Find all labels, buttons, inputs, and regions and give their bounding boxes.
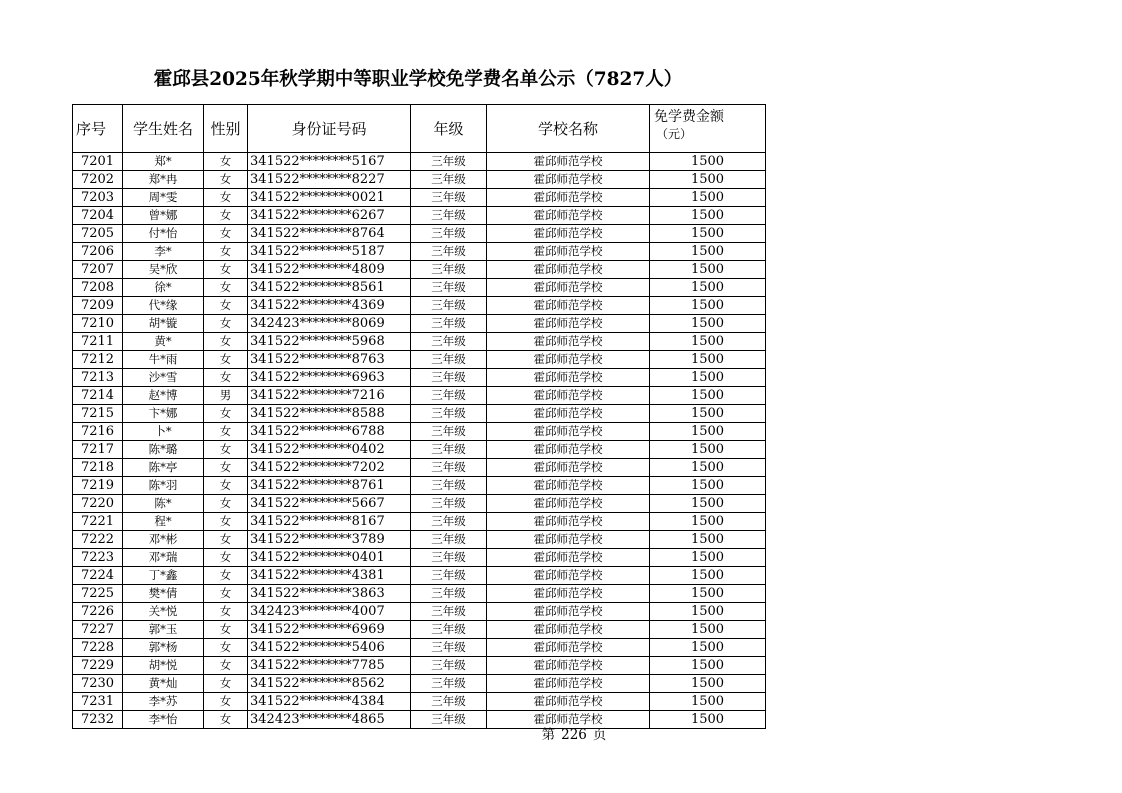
cell-id-number: 341522********0021 (248, 189, 411, 207)
cell-seq: 7207 (73, 261, 123, 279)
table-row (73, 603, 766, 621)
cell-id-number: 341522********8227 (248, 171, 411, 189)
table-row (73, 405, 766, 423)
cell-school: 霍邱师范学校 (487, 657, 650, 675)
cell-id-number: 341522********5406 (248, 639, 411, 657)
cell-amount: 1500 (650, 261, 766, 279)
cell-school: 霍邱师范学校 (487, 531, 650, 549)
table-row (73, 243, 766, 261)
cell-student-name: 李*怡 (123, 711, 204, 729)
cell-school: 霍邱师范学校 (487, 495, 650, 513)
cell-seq: 7206 (73, 243, 123, 261)
cell-school: 霍邱师范学校 (487, 189, 650, 207)
cell-gender: 女 (204, 675, 248, 693)
cell-id-number: 342423********8069 (248, 315, 411, 333)
cell-gender: 女 (204, 711, 248, 729)
cell-amount: 1500 (650, 351, 766, 369)
table-row (73, 675, 766, 693)
cell-student-name: 丁*鑫 (123, 567, 204, 585)
cell-student-name: 牛*雨 (123, 351, 204, 369)
cell-gender: 女 (204, 441, 248, 459)
cell-grade: 三年级 (411, 621, 487, 639)
cell-grade: 三年级 (411, 297, 487, 315)
cell-grade: 三年级 (411, 657, 487, 675)
cell-gender: 女 (204, 297, 248, 315)
cell-student-name: 陈*亭 (123, 459, 204, 477)
table-row (73, 549, 766, 567)
table-row (73, 567, 766, 585)
cell-amount: 1500 (650, 531, 766, 549)
cell-gender: 女 (204, 459, 248, 477)
cell-amount: 1500 (650, 405, 766, 423)
cell-school: 霍邱师范学校 (487, 333, 650, 351)
cell-student-name: 卜* (123, 423, 204, 441)
cell-amount: 1500 (650, 297, 766, 315)
cell-grade: 三年级 (411, 549, 487, 567)
page-number: 226 (561, 727, 587, 743)
cell-school: 霍邱师范学校 (487, 423, 650, 441)
cell-school: 霍邱师范学校 (487, 261, 650, 279)
cell-grade: 三年级 (411, 459, 487, 477)
cell-seq: 7214 (73, 387, 123, 405)
cell-school: 霍邱师范学校 (487, 693, 650, 711)
cell-grade: 三年级 (411, 693, 487, 711)
header-amount-label: 免学费金额 (654, 109, 724, 125)
table-row (73, 225, 766, 243)
cell-seq: 7213 (73, 369, 123, 387)
cell-school: 霍邱师范学校 (487, 639, 650, 657)
cell-id-number: 341522********5167 (248, 153, 411, 171)
cell-amount: 1500 (650, 675, 766, 693)
cell-seq: 7228 (73, 639, 123, 657)
cell-id-number: 341522********6788 (248, 423, 411, 441)
cell-amount: 1500 (650, 387, 766, 405)
cell-gender: 女 (204, 693, 248, 711)
cell-grade: 三年级 (411, 171, 487, 189)
cell-id-number: 341522********7785 (248, 657, 411, 675)
cell-gender: 女 (204, 315, 248, 333)
cell-amount: 1500 (650, 513, 766, 531)
table-row (73, 639, 766, 657)
table-row (73, 459, 766, 477)
table-row (73, 621, 766, 639)
cell-amount: 1500 (650, 603, 766, 621)
cell-school: 霍邱师范学校 (487, 711, 650, 729)
cell-school: 霍邱师范学校 (487, 243, 650, 261)
cell-seq: 7219 (73, 477, 123, 495)
cell-id-number: 341522********4384 (248, 693, 411, 711)
cell-gender: 女 (204, 585, 248, 603)
table-row (73, 153, 766, 171)
cell-grade: 三年级 (411, 675, 487, 693)
cell-gender: 女 (204, 657, 248, 675)
cell-amount: 1500 (650, 243, 766, 261)
cell-seq: 7204 (73, 207, 123, 225)
cell-id-number: 341522********7202 (248, 459, 411, 477)
cell-amount: 1500 (650, 333, 766, 351)
table-row (73, 279, 766, 297)
cell-student-name: 胡*悦 (123, 657, 204, 675)
cell-student-name: 曾*娜 (123, 207, 204, 225)
cell-seq: 7227 (73, 621, 123, 639)
cell-grade: 三年级 (411, 513, 487, 531)
cell-amount: 1500 (650, 495, 766, 513)
cell-grade: 三年级 (411, 333, 487, 351)
cell-student-name: 沙*雪 (123, 369, 204, 387)
page-footer (72, 726, 1076, 744)
table-row (73, 585, 766, 603)
cell-seq: 7218 (73, 459, 123, 477)
cell-gender: 男 (204, 387, 248, 405)
cell-gender: 女 (204, 153, 248, 171)
cell-id-number: 341522********8167 (248, 513, 411, 531)
cell-amount: 1500 (650, 621, 766, 639)
cell-student-name: 樊*倩 (123, 585, 204, 603)
cell-gender: 女 (204, 279, 248, 297)
table-row (73, 261, 766, 279)
cell-gender: 女 (204, 549, 248, 567)
cell-school: 霍邱师范学校 (487, 279, 650, 297)
cell-school: 霍邱师范学校 (487, 315, 650, 333)
cell-student-name: 黄* (123, 333, 204, 351)
cell-grade: 三年级 (411, 477, 487, 495)
cell-school: 霍邱师范学校 (487, 549, 650, 567)
cell-student-name: 徐* (123, 279, 204, 297)
cell-grade: 三年级 (411, 495, 487, 513)
cell-amount: 1500 (650, 171, 766, 189)
cell-id-number: 342423********4007 (248, 603, 411, 621)
table-header-row (73, 105, 766, 153)
cell-student-name: 李* (123, 243, 204, 261)
table-row (73, 171, 766, 189)
cell-id-number: 341522********5968 (248, 333, 411, 351)
cell-amount: 1500 (650, 549, 766, 567)
cell-student-name: 邓*瑞 (123, 549, 204, 567)
cell-seq: 7203 (73, 189, 123, 207)
table-row (73, 189, 766, 207)
cell-grade: 三年级 (411, 315, 487, 333)
cell-seq: 7212 (73, 351, 123, 369)
cell-amount: 1500 (650, 585, 766, 603)
table-row (73, 207, 766, 225)
cell-seq: 7220 (73, 495, 123, 513)
cell-grade: 三年级 (411, 441, 487, 459)
cell-seq: 7211 (73, 333, 123, 351)
cell-seq: 7229 (73, 657, 123, 675)
cell-gender: 女 (204, 603, 248, 621)
cell-amount: 1500 (650, 207, 766, 225)
table-row (73, 513, 766, 531)
cell-student-name: 周*雯 (123, 189, 204, 207)
cell-student-name: 邓*彬 (123, 531, 204, 549)
cell-seq: 7216 (73, 423, 123, 441)
cell-student-name: 郭*玉 (123, 621, 204, 639)
footer-prefix: 第 (541, 727, 556, 743)
cell-school: 霍邱师范学校 (487, 171, 650, 189)
cell-gender: 女 (204, 261, 248, 279)
table-row (73, 369, 766, 387)
cell-id-number: 342423********4865 (248, 711, 411, 729)
cell-student-name: 黄*灿 (123, 675, 204, 693)
cell-seq: 7224 (73, 567, 123, 585)
cell-id-number: 341522********3863 (248, 585, 411, 603)
cell-school: 霍邱师范学校 (487, 297, 650, 315)
table-row (73, 657, 766, 675)
cell-id-number: 341522********6969 (248, 621, 411, 639)
cell-id-number: 341522********6267 (248, 207, 411, 225)
cell-gender: 女 (204, 369, 248, 387)
header-amount-unit: （元） (656, 127, 693, 141)
header-seq: 序号 (73, 105, 123, 153)
cell-school: 霍邱师范学校 (487, 477, 650, 495)
table-row (73, 495, 766, 513)
fee-waiver-table (72, 104, 766, 729)
cell-seq: 7223 (73, 549, 123, 567)
cell-gender: 女 (204, 477, 248, 495)
cell-grade: 三年级 (411, 261, 487, 279)
cell-id-number: 341522********8761 (248, 477, 411, 495)
cell-seq: 7230 (73, 675, 123, 693)
cell-id-number: 341522********7216 (248, 387, 411, 405)
cell-amount: 1500 (650, 711, 766, 729)
header-grade: 年级 (411, 105, 487, 153)
cell-seq: 7201 (73, 153, 123, 171)
cell-id-number: 341522********5667 (248, 495, 411, 513)
cell-gender: 女 (204, 351, 248, 369)
cell-gender: 女 (204, 567, 248, 585)
cell-grade: 三年级 (411, 153, 487, 171)
cell-seq: 7231 (73, 693, 123, 711)
cell-school: 霍邱师范学校 (487, 567, 650, 585)
cell-gender: 女 (204, 405, 248, 423)
cell-grade: 三年级 (411, 225, 487, 243)
cell-seq: 7226 (73, 603, 123, 621)
cell-school: 霍邱师范学校 (487, 387, 650, 405)
cell-school: 霍邱师范学校 (487, 405, 650, 423)
cell-student-name: 代*缘 (123, 297, 204, 315)
cell-grade: 三年级 (411, 189, 487, 207)
cell-student-name: 李*苏 (123, 693, 204, 711)
cell-amount: 1500 (650, 459, 766, 477)
cell-gender: 女 (204, 189, 248, 207)
header-amount (650, 105, 766, 153)
cell-id-number: 341522********8588 (248, 405, 411, 423)
table-row (73, 531, 766, 549)
table-row (73, 333, 766, 351)
cell-amount: 1500 (650, 477, 766, 495)
cell-student-name: 卞*娜 (123, 405, 204, 423)
cell-seq: 7202 (73, 171, 123, 189)
cell-gender: 女 (204, 513, 248, 531)
cell-grade: 三年级 (411, 243, 487, 261)
cell-grade: 三年级 (411, 207, 487, 225)
header-school: 学校名称 (487, 105, 650, 153)
cell-student-name: 付*怡 (123, 225, 204, 243)
table-row (73, 351, 766, 369)
cell-gender: 女 (204, 225, 248, 243)
cell-id-number: 341522********8763 (248, 351, 411, 369)
cell-grade: 三年级 (411, 531, 487, 549)
cell-amount: 1500 (650, 225, 766, 243)
cell-gender: 女 (204, 423, 248, 441)
footer-suffix: 页 (592, 727, 607, 743)
cell-seq: 7225 (73, 585, 123, 603)
cell-seq: 7222 (73, 531, 123, 549)
cell-amount: 1500 (650, 567, 766, 585)
cell-grade: 三年级 (411, 405, 487, 423)
cell-id-number: 341522********3789 (248, 531, 411, 549)
cell-student-name: 程* (123, 513, 204, 531)
cell-school: 霍邱师范学校 (487, 441, 650, 459)
cell-grade: 三年级 (411, 711, 487, 729)
cell-amount: 1500 (650, 693, 766, 711)
cell-gender: 女 (204, 531, 248, 549)
cell-id-number: 341522********0402 (248, 441, 411, 459)
table-row (73, 441, 766, 459)
table-body (73, 153, 766, 729)
cell-id-number: 341522********6963 (248, 369, 411, 387)
cell-grade: 三年级 (411, 567, 487, 585)
cell-school: 霍邱师范学校 (487, 585, 650, 603)
table-row (73, 297, 766, 315)
cell-id-number: 341522********8561 (248, 279, 411, 297)
header-id-number: 身份证号码 (248, 105, 411, 153)
cell-grade: 三年级 (411, 369, 487, 387)
cell-gender: 女 (204, 171, 248, 189)
cell-amount: 1500 (650, 423, 766, 441)
cell-id-number: 341522********4809 (248, 261, 411, 279)
cell-student-name: 郭*杨 (123, 639, 204, 657)
cell-id-number: 341522********5187 (248, 243, 411, 261)
cell-amount: 1500 (650, 369, 766, 387)
cell-amount: 1500 (650, 315, 766, 333)
cell-id-number: 341522********8562 (248, 675, 411, 693)
cell-amount: 1500 (650, 657, 766, 675)
cell-gender: 女 (204, 621, 248, 639)
cell-school: 霍邱师范学校 (487, 225, 650, 243)
cell-school: 霍邱师范学校 (487, 351, 650, 369)
table-row (73, 423, 766, 441)
cell-student-name: 赵*博 (123, 387, 204, 405)
cell-seq: 7210 (73, 315, 123, 333)
cell-id-number: 341522********4381 (248, 567, 411, 585)
cell-school: 霍邱师范学校 (487, 603, 650, 621)
cell-amount: 1500 (650, 189, 766, 207)
cell-grade: 三年级 (411, 351, 487, 369)
cell-school: 霍邱师范学校 (487, 369, 650, 387)
table-row (73, 387, 766, 405)
cell-amount: 1500 (650, 441, 766, 459)
table-row (73, 315, 766, 333)
table-row (73, 477, 766, 495)
cell-id-number: 341522********4369 (248, 297, 411, 315)
cell-seq: 7209 (73, 297, 123, 315)
cell-school: 霍邱师范学校 (487, 513, 650, 531)
cell-seq: 7221 (73, 513, 123, 531)
cell-amount: 1500 (650, 639, 766, 657)
cell-gender: 女 (204, 495, 248, 513)
cell-school: 霍邱师范学校 (487, 459, 650, 477)
cell-student-name: 吴*欣 (123, 261, 204, 279)
cell-student-name: 郑*冉 (123, 171, 204, 189)
cell-grade: 三年级 (411, 423, 487, 441)
cell-gender: 女 (204, 639, 248, 657)
cell-school: 霍邱师范学校 (487, 153, 650, 171)
cell-student-name: 关*悦 (123, 603, 204, 621)
cell-seq: 7215 (73, 405, 123, 423)
cell-gender: 女 (204, 243, 248, 261)
cell-student-name: 陈*羽 (123, 477, 204, 495)
cell-amount: 1500 (650, 279, 766, 297)
cell-grade: 三年级 (411, 639, 487, 657)
cell-grade: 三年级 (411, 279, 487, 297)
cell-seq: 7217 (73, 441, 123, 459)
page-title: 霍邱县2025年秋学期中等职业学校免学费名单公示（7827人） (153, 69, 683, 90)
header-name: 学生姓名 (123, 105, 204, 153)
cell-gender: 女 (204, 333, 248, 351)
cell-school: 霍邱师范学校 (487, 207, 650, 225)
cell-student-name: 陈* (123, 495, 204, 513)
cell-amount: 1500 (650, 153, 766, 171)
cell-grade: 三年级 (411, 603, 487, 621)
cell-seq: 7232 (73, 711, 123, 729)
header-gender: 性别 (204, 105, 248, 153)
cell-seq: 7208 (73, 279, 123, 297)
cell-id-number: 341522********8764 (248, 225, 411, 243)
cell-grade: 三年级 (411, 585, 487, 603)
cell-student-name: 陈*璐 (123, 441, 204, 459)
cell-id-number: 341522********0401 (248, 549, 411, 567)
cell-grade: 三年级 (411, 387, 487, 405)
table-row (73, 693, 766, 711)
cell-seq: 7205 (73, 225, 123, 243)
cell-gender: 女 (204, 207, 248, 225)
cell-student-name: 郑* (123, 153, 204, 171)
cell-student-name: 胡*镟 (123, 315, 204, 333)
cell-school: 霍邱师范学校 (487, 621, 650, 639)
cell-school: 霍邱师范学校 (487, 675, 650, 693)
